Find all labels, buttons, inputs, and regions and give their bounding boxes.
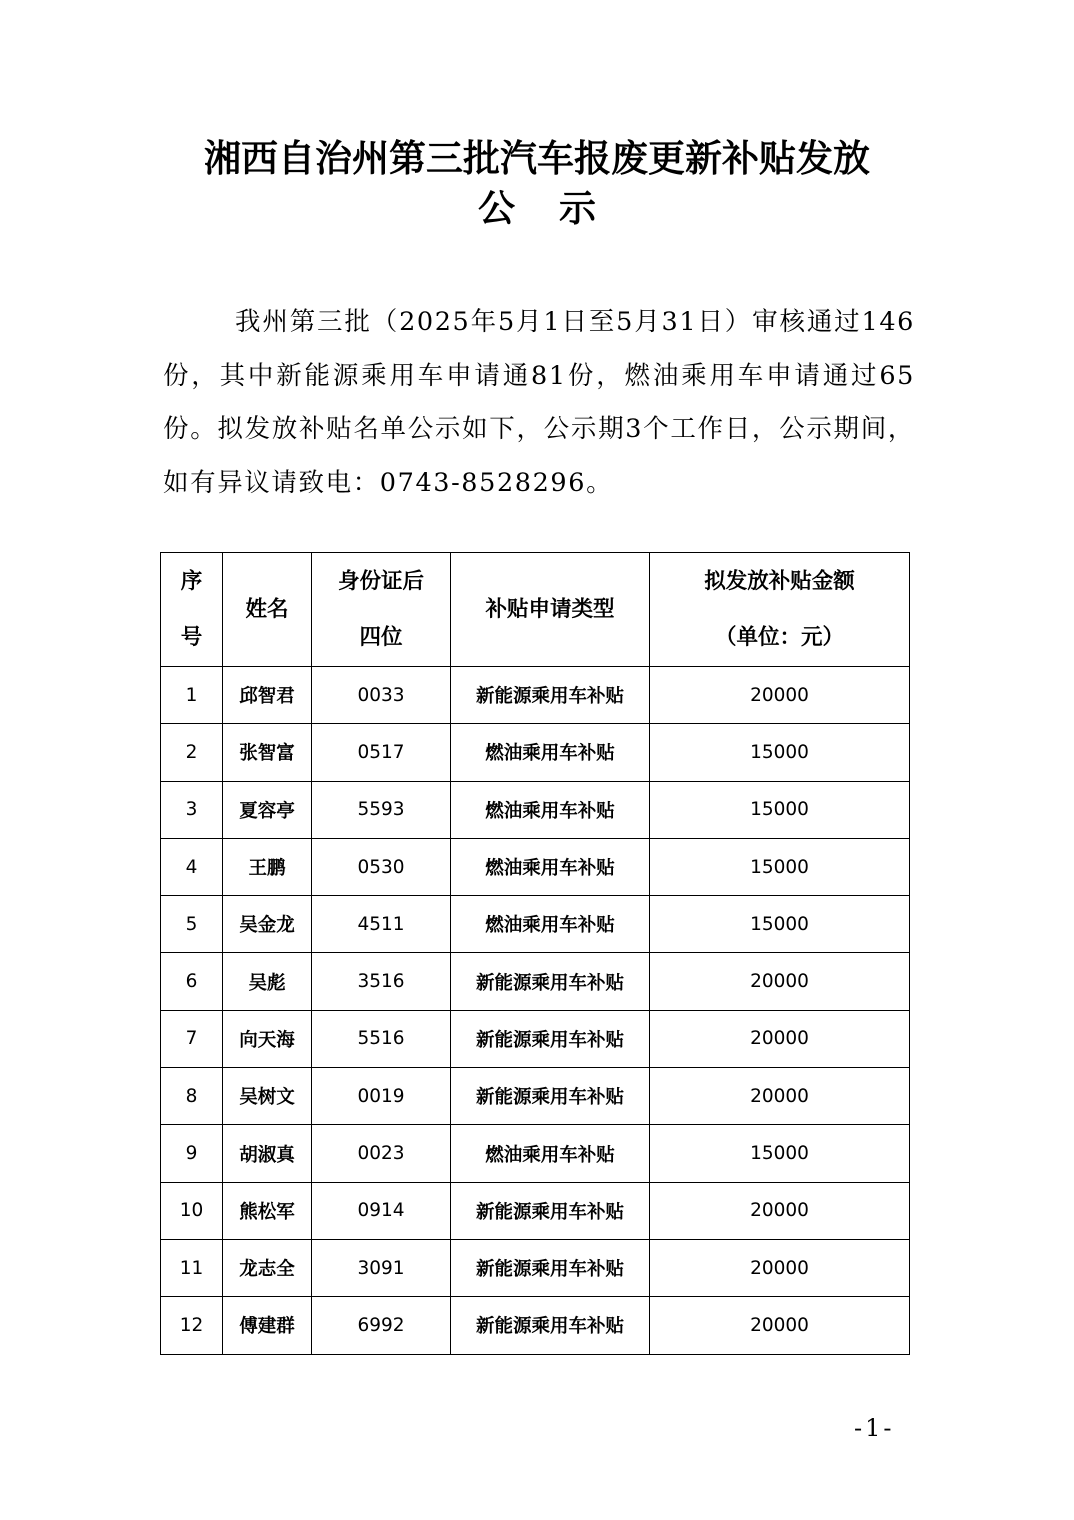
seq-cell: 1 [161,667,223,724]
amount-cell: 15000 [650,896,910,953]
table-row [161,896,910,953]
table-row [161,1239,910,1296]
table-row [161,953,910,1010]
seq-cell: 5 [161,896,223,953]
seq-cell: 3 [161,781,223,838]
seq-cell: 10 [161,1182,223,1239]
id-cell: 5593 [312,781,451,838]
amount-cell: 20000 [650,1068,910,1125]
page-subtitle: 公示 [478,186,640,230]
amount-cell: 15000 [650,724,910,781]
id-cell: 0023 [312,1125,451,1182]
type-cell: 燃油乘用车补贴 [451,896,650,953]
seq-cell: 8 [161,1068,223,1125]
type-cell: 燃油乘用车补贴 [451,781,650,838]
name-cell: 熊松军 [223,1182,312,1239]
header-amount-line1: 拟发放补贴金额 [704,568,855,594]
header-seq [161,553,223,667]
type-cell: 新能源乘用车补贴 [451,667,650,724]
name-cell: 夏容亭 [223,781,312,838]
seq-cell: 11 [161,1239,223,1296]
name-cell: 吴彪 [223,953,312,1010]
seq-cell: 6 [161,953,223,1010]
seq-cell: 4 [161,838,223,895]
name-cell: 龙志全 [223,1239,312,1296]
id-cell: 0517 [312,724,451,781]
id-cell: 0033 [312,667,451,724]
id-cell: 3091 [312,1239,451,1296]
header-seq-line1: 序 [180,568,203,594]
table-header [161,553,910,667]
id-cell: 0914 [312,1182,451,1239]
table-row [161,1297,910,1354]
table-row [161,781,910,838]
type-cell: 新能源乘用车补贴 [451,1297,650,1354]
header-amount-line2: （单位：元） [714,624,844,650]
page-title: 湘西自治州第三批汽车报废更新补贴发放 [204,136,870,180]
seq-cell: 12 [161,1297,223,1354]
name-cell: 胡淑真 [223,1125,312,1182]
type-cell: 燃油乘用车补贴 [451,724,650,781]
name-cell: 王鹏 [223,838,312,895]
seq-cell: 9 [161,1125,223,1182]
header-name: 姓名 [223,553,312,667]
name-cell: 邱智君 [223,667,312,724]
header-amount [650,553,910,667]
id-cell: 3516 [312,953,451,1010]
name-cell: 向天海 [223,1010,312,1067]
amount-cell: 15000 [650,838,910,895]
subsidy-table [160,552,910,1355]
amount-cell: 20000 [650,1239,910,1296]
table-row [161,1182,910,1239]
amount-cell: 20000 [650,1010,910,1067]
id-cell: 4511 [312,896,451,953]
type-cell: 新能源乘用车补贴 [451,1239,650,1296]
table-row [161,1068,910,1125]
name-cell: 吴树文 [223,1068,312,1125]
table-row [161,1125,910,1182]
name-cell: 张智富 [223,724,312,781]
table-row [161,724,910,781]
header-id [312,553,451,667]
header-id-line2: 四位 [359,624,403,650]
amount-cell: 20000 [650,1297,910,1354]
header-seq-line2: 号 [180,624,203,650]
id-cell: 6992 [312,1297,451,1354]
type-cell: 燃油乘用车补贴 [451,1125,650,1182]
type-cell: 新能源乘用车补贴 [451,1068,650,1125]
type-cell: 燃油乘用车补贴 [451,838,650,895]
type-cell: 新能源乘用车补贴 [451,1010,650,1067]
name-cell: 傅建群 [223,1297,312,1354]
id-cell: 0530 [312,838,451,895]
table-row [161,838,910,895]
header-type: 补贴申请类型 [451,553,650,667]
seq-cell: 2 [161,724,223,781]
table-body [161,667,910,1355]
table-row [161,667,910,724]
seq-cell: 7 [161,1010,223,1067]
amount-cell: 20000 [650,953,910,1010]
type-cell: 新能源乘用车补贴 [451,953,650,1010]
header-id-line1: 身份证后 [337,568,424,594]
page-number: -1- [854,1414,895,1442]
table-row [161,1010,910,1067]
intro-paragraph: 我州第三批（2025年5月1日至5月31日）审核通过146份，其中新能源乘用车申请通81份，燃油乘用车申请通过65份。拟发放补贴名单公示如下，公示期3个工作日，公示期间，如有异议请致电：0743-8528296。 [163,307,915,498]
amount-cell: 15000 [650,1125,910,1182]
id-cell: 0019 [312,1068,451,1125]
amount-cell: 20000 [650,667,910,724]
name-cell: 吴金龙 [223,896,312,953]
id-cell: 5516 [312,1010,451,1067]
amount-cell: 20000 [650,1182,910,1239]
amount-cell: 15000 [650,781,910,838]
header-row [161,553,910,667]
type-cell: 新能源乘用车补贴 [451,1182,650,1239]
